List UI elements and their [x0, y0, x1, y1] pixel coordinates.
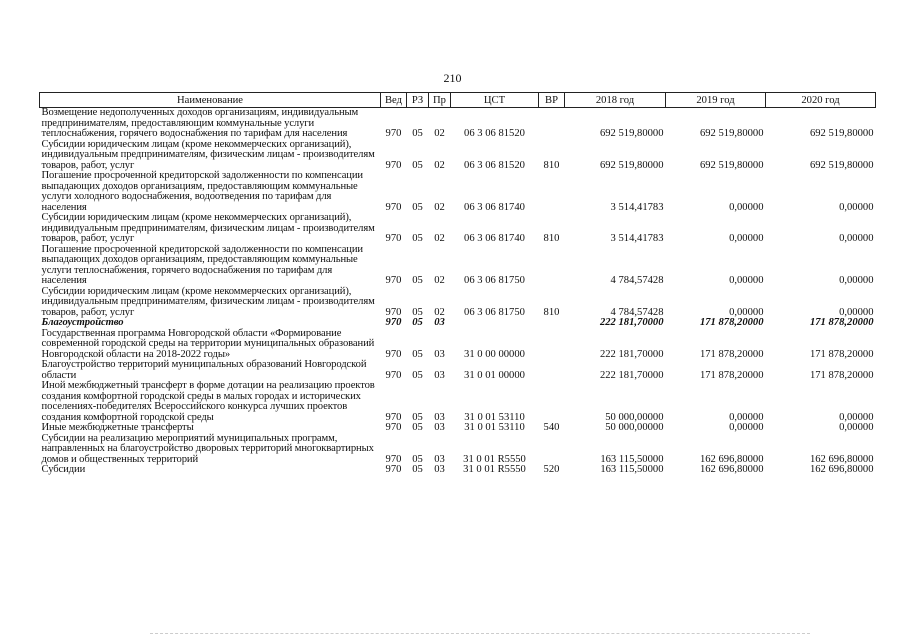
- row-pr: 02: [434, 275, 445, 286]
- table-row: [40, 329, 876, 361]
- header-vr: ВР: [539, 93, 565, 108]
- row-ved: 970: [385, 422, 402, 433]
- header-2019: 2019 год: [666, 93, 766, 108]
- row-rz: 05: [412, 464, 423, 475]
- row-value-2020: 0,00000: [839, 422, 874, 433]
- header-ved: Вед: [381, 93, 407, 108]
- row-name: Субсидии юридическим лицам (кроме некоммерческих организаций), индивидуальным предпринимателям, физическим лицам - производителям товаров, работ, услуг: [41, 285, 375, 318]
- row-value-2019: 0,00000: [729, 233, 764, 244]
- row-ved: 970: [385, 369, 402, 381]
- row-value-2019: 692 519,80000: [699, 159, 764, 171]
- row-value-2018: 3 514,41783: [610, 233, 664, 244]
- row-ved: 970: [385, 317, 402, 328]
- row-value-2019: 171 878,20000: [699, 369, 764, 381]
- table-row: [40, 108, 876, 140]
- table-row: [40, 465, 876, 476]
- row-value-2020: 692 519,80000: [809, 128, 874, 139]
- header-2020: 2020 год: [766, 93, 876, 108]
- row-vr: 540: [543, 422, 560, 433]
- row-rz: 05: [412, 306, 423, 318]
- row-rz: 05: [412, 128, 423, 139]
- row-value-2018: 163 115,50000: [600, 453, 664, 465]
- row-value-2020: 692 519,80000: [809, 159, 874, 171]
- row-value-2018: 4 784,57428: [610, 275, 664, 286]
- row-value-2019: 171 878,20000: [699, 348, 764, 360]
- row-pr: 03: [434, 453, 445, 465]
- row-value-2020: 171 878,20000: [809, 317, 874, 328]
- header-2018: 2018 год: [565, 93, 666, 108]
- row-pr: 02: [434, 201, 445, 213]
- row-value-2020: 0,00000: [839, 233, 874, 244]
- row-name: Возмещение недополученных доходов организациям, индивидуальным предпринимателям, предоставляющим коммунальные услуги теплоснабжения, горячего водоснабжения по тарифам для населения: [41, 107, 359, 139]
- row-ved: 970: [385, 306, 402, 318]
- table-row: [40, 245, 876, 287]
- row-name: Субсидии юридическим лицам (кроме некоммерческих организаций), индивидуальным предпринимателям, физическим лицам - производителям товаров, работ, услуг: [41, 138, 375, 171]
- row-vr: [539, 329, 565, 361]
- row-pr: 02: [434, 233, 445, 244]
- row-value-2020: 0,00000: [839, 411, 874, 423]
- row-value-2018: 4 784,57428: [610, 306, 664, 318]
- row-vr: [539, 318, 565, 329]
- row-rz: 05: [412, 317, 423, 328]
- row-rz: 05: [412, 233, 423, 244]
- row-pr: 02: [434, 128, 445, 139]
- row-cst: 31 0 01 53110: [464, 411, 525, 423]
- row-pr: 03: [434, 422, 445, 433]
- row-vr: [539, 108, 565, 140]
- row-ved: 970: [385, 159, 402, 171]
- row-name: Погашение просроченной кредиторской задолженности по компенсации выпадающих доходов организациям, предоставляющим коммунальные услуги теплоснабжения, горячего водоснабжения по тарифам для населения: [41, 243, 364, 286]
- table-row: [40, 287, 876, 319]
- header-name: Наименование: [40, 93, 381, 108]
- page-number: 210: [443, 71, 462, 85]
- row-name: Иной межбюджетный трансферт в форме дотации на реализацию проектов создания комфортной городской среды в малых городах и исторических поселениях-победителях Всероссийского конкурса лучших проектов создания комфортной городской среды: [41, 380, 375, 423]
- row-value-2018: 3 514,41783: [610, 201, 664, 213]
- row-vr: 520: [543, 464, 560, 475]
- row-value-2018: 692 519,80000: [599, 159, 664, 171]
- table-row: [40, 423, 876, 434]
- row-value-2020: 0,00000: [839, 201, 874, 213]
- row-value-2018: 222 181,70000: [599, 348, 664, 360]
- row-pr: 03: [434, 348, 445, 360]
- row-rz: 05: [412, 275, 423, 286]
- row-name: Благоустройство территорий муниципальных образований Новгородской области: [41, 359, 367, 381]
- table-row: [40, 213, 876, 245]
- row-value-2018: 222 181,70000: [599, 369, 664, 381]
- row-ved: 970: [385, 464, 402, 475]
- row-value-2020: 162 696,80000: [809, 453, 874, 465]
- row-value-2018: 163 115,50000: [600, 464, 664, 475]
- row-cst: 06 3 06 81750: [464, 306, 525, 318]
- row-value-2018: 692 519,80000: [599, 128, 664, 139]
- row-ved: 970: [385, 453, 402, 465]
- row-cst: 06 3 06 81740: [464, 201, 525, 213]
- row-name: Государственная программа Новгородской области «Формирование современной городской среды на территории муниципальных образований Новгородской области на 2018-2022 годы»: [41, 327, 375, 360]
- row-cst: 31 0 01 R5550: [463, 453, 526, 465]
- row-cst: 06 3 06 81520: [464, 128, 525, 139]
- row-pr: 03: [434, 369, 445, 381]
- row-cst: 06 3 06 81520: [464, 159, 525, 171]
- row-value-2019: 0,00000: [729, 275, 764, 286]
- row-value-2019: 0,00000: [729, 201, 764, 213]
- row-vr: [539, 360, 565, 381]
- row-value-2020: 0,00000: [839, 275, 874, 286]
- row-cst: 31 0 01 R5550: [463, 464, 526, 475]
- row-vr: 810: [543, 233, 560, 244]
- table-row: [40, 381, 876, 423]
- row-value-2019: 0,00000: [729, 306, 764, 318]
- row-pr: 03: [434, 464, 445, 475]
- table-header-row: [40, 93, 876, 108]
- row-rz: 05: [412, 369, 423, 381]
- table-body: [40, 108, 876, 476]
- row-value-2019: 0,00000: [729, 411, 764, 423]
- table-row: [40, 360, 876, 381]
- table-row: [40, 434, 876, 466]
- row-pr: 03: [434, 411, 445, 423]
- row-vr: 810: [543, 306, 560, 318]
- row-name: Субсидии: [41, 464, 86, 475]
- header-cst: ЦСТ: [451, 93, 539, 108]
- row-rz: 05: [412, 201, 423, 213]
- row-vr: [539, 171, 565, 213]
- row-ved: 970: [385, 233, 402, 244]
- row-value-2020: 171 878,20000: [809, 369, 874, 381]
- row-pr: 02: [434, 306, 445, 318]
- row-value-2018: 50 000,00000: [605, 411, 664, 423]
- row-cst: [451, 318, 539, 329]
- row-ved: 970: [385, 411, 402, 423]
- row-value-2018: 222 181,70000: [599, 317, 664, 328]
- row-value-2019: 162 696,80000: [699, 464, 764, 475]
- row-pr: 03: [434, 317, 445, 328]
- table-row: [40, 171, 876, 213]
- row-value-2019: 171 878,20000: [699, 317, 764, 328]
- row-rz: 05: [412, 159, 423, 171]
- row-name: Субсидии юридическим лицам (кроме некоммерческих организаций), индивидуальным предпринимателям, физическим лицам - производителям товаров, работ, услуг: [41, 212, 375, 244]
- row-cst: 31 0 01 53110: [464, 422, 525, 433]
- row-rz: 05: [412, 411, 423, 423]
- row-rz: 05: [412, 422, 423, 433]
- row-rz: 05: [412, 453, 423, 465]
- row-pr: 02: [434, 159, 445, 171]
- row-name: Благоустройство: [41, 317, 124, 328]
- row-vr: [539, 381, 565, 423]
- row-vr: [539, 434, 565, 466]
- row-ved: 970: [385, 201, 402, 213]
- row-value-2019: 692 519,80000: [699, 128, 764, 139]
- row-value-2018: 50 000,00000: [605, 422, 664, 433]
- footer-divider: [150, 633, 810, 634]
- table-row-section: [40, 318, 876, 329]
- row-value-2020: 0,00000: [839, 306, 874, 318]
- header-rz: РЗ: [407, 93, 429, 108]
- row-vr: [539, 245, 565, 287]
- row-ved: 970: [385, 348, 402, 360]
- row-cst: 06 3 06 81750: [464, 275, 525, 286]
- row-value-2020: 171 878,20000: [809, 348, 874, 360]
- row-cst: 31 0 00 00000: [464, 348, 525, 360]
- row-rz: 05: [412, 348, 423, 360]
- row-name: Иные межбюджетные трансферты: [41, 422, 194, 433]
- row-value-2020: 162 696,80000: [809, 464, 874, 475]
- row-ved: 970: [385, 128, 402, 139]
- row-cst: 31 0 01 00000: [464, 369, 525, 381]
- row-name: Субсидии на реализацию мероприятий муниципальных программ, направленных на благоустройство дворовых территорий многоквартирных домов и общественных территорий: [41, 432, 374, 465]
- budget-table: [39, 92, 876, 476]
- row-vr: 810: [543, 159, 560, 171]
- row-value-2019: 162 696,80000: [699, 453, 764, 465]
- row-cst: 06 3 06 81740: [464, 233, 525, 244]
- row-ved: 970: [385, 275, 402, 286]
- table-row: [40, 140, 876, 172]
- row-value-2019: 0,00000: [729, 422, 764, 433]
- row-name: Погашение просроченной кредиторской задолженности по компенсации выпадающих доходов организациям, предоставляющим коммунальные услуги холодного водоснабжения, водоотведения по тарифам для населения: [41, 170, 364, 213]
- header-pr: Пр: [429, 93, 451, 108]
